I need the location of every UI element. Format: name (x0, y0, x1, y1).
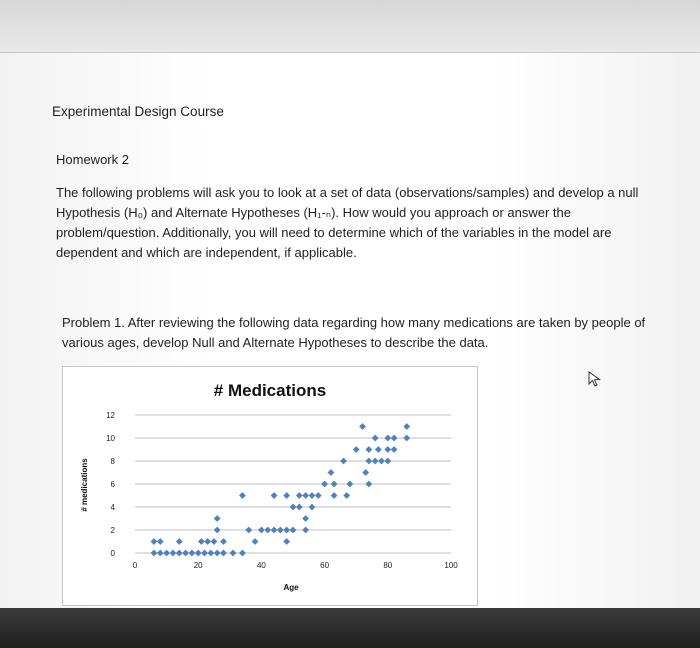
data-point (362, 469, 369, 476)
intro-line: problem/question. Additionally, you will need to determine which of the variables in the model are (56, 225, 612, 240)
data-point (331, 481, 338, 488)
data-point (302, 527, 309, 534)
data-point (188, 550, 195, 557)
data-point (157, 538, 164, 545)
monitor-bezel-bottom (0, 608, 700, 648)
monitor-bezel-top (0, 0, 700, 52)
data-point (198, 538, 205, 545)
data-point (230, 550, 237, 557)
data-point (157, 550, 164, 557)
data-point (372, 458, 379, 465)
data-point (391, 435, 398, 442)
data-points (151, 423, 411, 556)
x-tick-label: 80 (383, 561, 393, 570)
data-point (375, 446, 382, 453)
data-point (384, 435, 391, 442)
data-point (252, 538, 259, 545)
data-point (296, 504, 303, 511)
data-point (309, 492, 316, 499)
x-tick-label: 40 (256, 561, 266, 570)
data-point (277, 527, 284, 534)
data-point (283, 538, 290, 545)
data-point (207, 550, 214, 557)
data-point (214, 515, 221, 522)
data-point (290, 527, 297, 534)
x-tick-label: 0 (132, 561, 138, 570)
problem-1-text (62, 313, 674, 353)
data-point (302, 492, 309, 499)
data-point (283, 527, 290, 534)
data-point (176, 538, 183, 545)
data-point (346, 481, 353, 488)
data-point (204, 538, 211, 545)
data-point (214, 527, 221, 534)
data-point (201, 550, 208, 557)
data-point (343, 492, 350, 499)
data-point (328, 469, 335, 476)
data-point (239, 550, 246, 557)
data-point (239, 492, 246, 499)
x-axis-label: Age (283, 583, 299, 592)
y-tick-label: 6 (110, 480, 115, 489)
data-point (353, 446, 360, 453)
x-tick-label: 20 (193, 561, 203, 570)
y-tick-label: 10 (106, 434, 115, 443)
data-point (163, 550, 170, 557)
data-point (359, 423, 366, 430)
data-point (290, 504, 297, 511)
data-point (372, 435, 379, 442)
chart-title: # Medications (213, 381, 327, 400)
data-point (271, 492, 278, 499)
y-tick-label: 8 (110, 457, 115, 466)
x-tick-label: 60 (320, 561, 330, 570)
data-point (176, 550, 183, 557)
data-point (321, 481, 328, 488)
data-point (365, 481, 372, 488)
y-axis-label: # medications (80, 458, 89, 512)
data-point (283, 492, 290, 499)
y-tick-label: 12 (106, 411, 115, 420)
mouse-pointer-icon (586, 370, 604, 388)
data-point (391, 446, 398, 453)
data-point (340, 458, 347, 465)
intro-line: Hypothesis (H₀) and Alternate Hypotheses (H₁-ₙ). How would you approach or answer the (56, 205, 571, 220)
data-point (403, 423, 410, 430)
data-point (384, 446, 391, 453)
course-title: Experimental Design Course (52, 104, 224, 119)
y-tick-label: 2 (110, 526, 115, 535)
x-tick-label: 100 (444, 561, 458, 570)
homework-heading: Homework 2 (56, 152, 129, 167)
intro-paragraph (56, 183, 666, 263)
data-point (211, 538, 218, 545)
data-point (220, 550, 227, 557)
data-point (315, 492, 322, 499)
data-point (151, 550, 158, 557)
data-point (195, 550, 202, 557)
chart-canvas (63, 367, 477, 605)
data-point (365, 458, 372, 465)
data-point (296, 492, 303, 499)
data-point (309, 504, 316, 511)
y-tick-label: 0 (110, 549, 115, 558)
data-point (264, 527, 271, 534)
data-point (271, 527, 278, 534)
data-point (214, 550, 221, 557)
intro-line: dependent and which are independent, if applicable. (56, 245, 357, 260)
y-tick-labels (106, 411, 115, 558)
data-point (258, 527, 265, 534)
intro-line: The following problems will ask you to look at a set of data (observations/samples) and develop a null (56, 185, 639, 200)
data-point (378, 458, 385, 465)
y-tick-label: 4 (110, 503, 115, 512)
data-point (302, 515, 309, 522)
problem-line: various ages, develop Null and Alternate Hypotheses to describe the data. (62, 335, 489, 350)
data-point (170, 550, 177, 557)
data-point (182, 550, 189, 557)
data-point (331, 492, 338, 499)
data-point (403, 435, 410, 442)
data-point (220, 538, 227, 545)
data-point (245, 527, 252, 534)
scatter-chart[interactable] (62, 366, 478, 606)
x-tick-labels (133, 561, 458, 570)
data-point (384, 458, 391, 465)
problem-line: Problem 1. After reviewing the following data regarding how many medications are taken by people of (62, 315, 646, 330)
data-point (151, 538, 158, 545)
data-point (365, 446, 372, 453)
